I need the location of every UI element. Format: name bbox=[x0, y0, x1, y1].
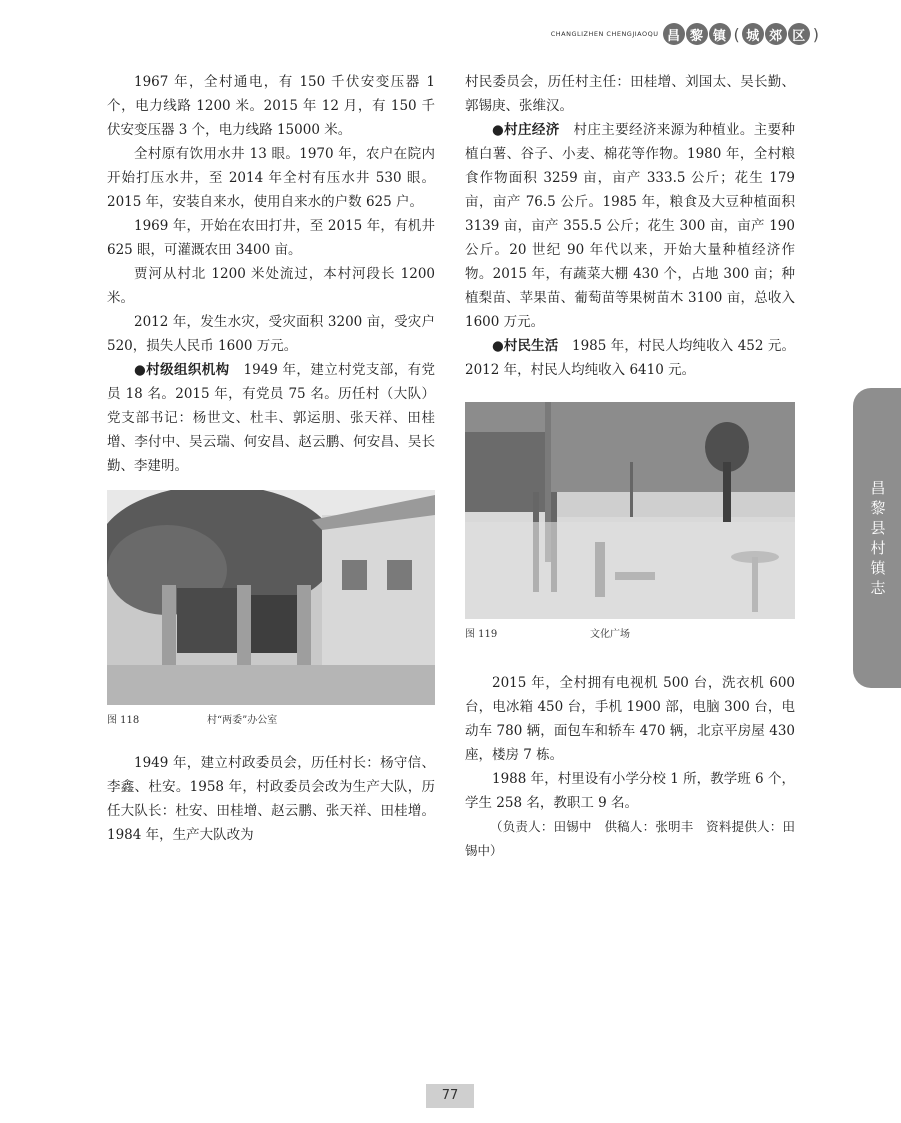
photo-illustration bbox=[465, 402, 795, 619]
header-subchar-cheng: 城 bbox=[742, 23, 764, 45]
section-heading: ●村民生活 bbox=[492, 338, 559, 354]
side-tab-char: 黎 bbox=[870, 499, 886, 517]
side-tab-char: 昌 bbox=[870, 479, 886, 497]
side-tab-title bbox=[868, 478, 888, 598]
caption-text: 文化广场 bbox=[590, 629, 630, 640]
running-header bbox=[551, 20, 821, 48]
section-paragraph bbox=[465, 334, 795, 382]
paragraph: 1969 年，开始在农田打井，至 2015 年，有机井 625 眼，可灌溉农田 3400 亩。 bbox=[107, 218, 435, 258]
section-text: 1949 年，建立村党支部，有党员 18 名。2015 年，有党员 75 名。历任村（大队）党支部书记：杨世文、杜丰、郭运朋、张天祥、田桂增、李付中、吴云瑞、何安昌、赵云鹏、何安昌、吴长勤、李建明。 bbox=[107, 362, 436, 474]
caption-number: 图 118 bbox=[107, 715, 140, 726]
header-subchar-qu: 区 bbox=[788, 23, 810, 45]
section-text: 村庄主要经济来源为种植业。主要种植白薯、谷子、小麦、棉花等作物。1980 年，全村粮食作物面积 3259 亩，亩产 333.5 公斤；花生 179 亩，亩产 76.5 公斤。1985 年，粮食及大豆种植面积 3139 亩，亩产 355.5 公斤；花生 300 亩，亩产 190 公斤。20 世纪 90 年代以来，开始大量种植经济作物。2015 年，有蔬菜大棚 430 个，占地 300 亩；种植梨苗、苹果苗、葡萄苗等果树苗木 3100 亩，总收入 1600 万元。 bbox=[465, 122, 796, 330]
section-paragraph bbox=[107, 358, 435, 478]
paragraph: 2015 年，全村拥有电视机 500 台，洗衣机 600 台，电冰箱 450 台，手机 1900 部，电脑 300 台，电动车 780 辆，面包车和轿车 470 辆，北京平房屋 430 座，楼房 7 栋。 bbox=[465, 675, 795, 763]
side-tab-char: 村 bbox=[870, 539, 886, 557]
photo-village-office bbox=[107, 490, 435, 705]
paragraph: 村民委员会，历任村主任：田桂增、刘国太、吴长勤、郭锡庚、张维汉。 bbox=[465, 74, 795, 114]
section-heading: ●村庄经济 bbox=[492, 122, 560, 138]
header-char-zhen: 镇 bbox=[709, 23, 731, 45]
paragraph: 1967 年，全村通电，有 150 千伏安变压器 1 个，电力线路 1200 米。2015 年 12 月，有 150 千伏安变压器 3 个，电力线路 15000 米。 bbox=[107, 74, 435, 138]
header-char-li: 黎 bbox=[686, 23, 708, 45]
photo-caption-119 bbox=[465, 625, 795, 645]
paragraph: 贾河从村北 1200 米处流过，本村河段长 1200 米。 bbox=[107, 266, 435, 306]
side-tab-char: 县 bbox=[870, 519, 886, 537]
paragraph: 1949 年，建立村政委员会，历任村长：杨守信、李鑫、杜安。1958 年，村政委员会改为生产大队，历任大队长：杜安、田桂增、赵云鹏、张天祥、田桂增。1984 年，生产大队改为 bbox=[107, 755, 435, 843]
side-tab bbox=[853, 388, 901, 688]
right-column bbox=[465, 70, 795, 863]
section-heading: ●村级组织机构 bbox=[134, 362, 230, 378]
section-text: 1985 年，村民人均纯收入 452 元。2012 年，村民人均纯收入 6410 元。 bbox=[465, 338, 796, 378]
page-number: 77 bbox=[426, 1084, 474, 1108]
left-column bbox=[107, 70, 435, 847]
section-paragraph bbox=[465, 118, 795, 334]
photo-cultural-square bbox=[465, 402, 795, 619]
paragraph-credits: （负责人：田锡中 供稿人：张明丰 资料提供人：田锡中） bbox=[465, 819, 795, 858]
photo-caption-118 bbox=[107, 711, 435, 731]
side-tab-char: 镇 bbox=[870, 559, 886, 577]
caption-text: 村“两委”办公室 bbox=[207, 715, 278, 726]
header-char-chang: 昌 bbox=[663, 23, 685, 45]
header-paren-close: ) bbox=[812, 24, 819, 44]
photo-illustration bbox=[107, 490, 435, 705]
caption-number: 图 119 bbox=[465, 629, 498, 640]
header-paren-open: ( bbox=[733, 24, 740, 44]
paragraph: 1988 年，村里设有小学分校 1 所，教学班 6 个，学生 258 名，教职工 9 名。 bbox=[465, 771, 795, 811]
header-pinyin: CHANGLIZHEN CHENGJIAOQU bbox=[550, 30, 659, 38]
paragraph: 2012 年，发生水灾，受灾面积 3200 亩，受灾户 520，损失人民币 1600 万元。 bbox=[107, 314, 435, 354]
header-subchar-jiao: 郊 bbox=[765, 23, 787, 45]
side-tab-char: 志 bbox=[870, 579, 886, 597]
paragraph: 全村原有饮用水井 13 眼。1970 年，农户在院内开始打压水井，至 2014 年全村有压水井 530 眼。2015 年，安装自来水，使用自来水的户数 625 户。 bbox=[107, 146, 435, 210]
